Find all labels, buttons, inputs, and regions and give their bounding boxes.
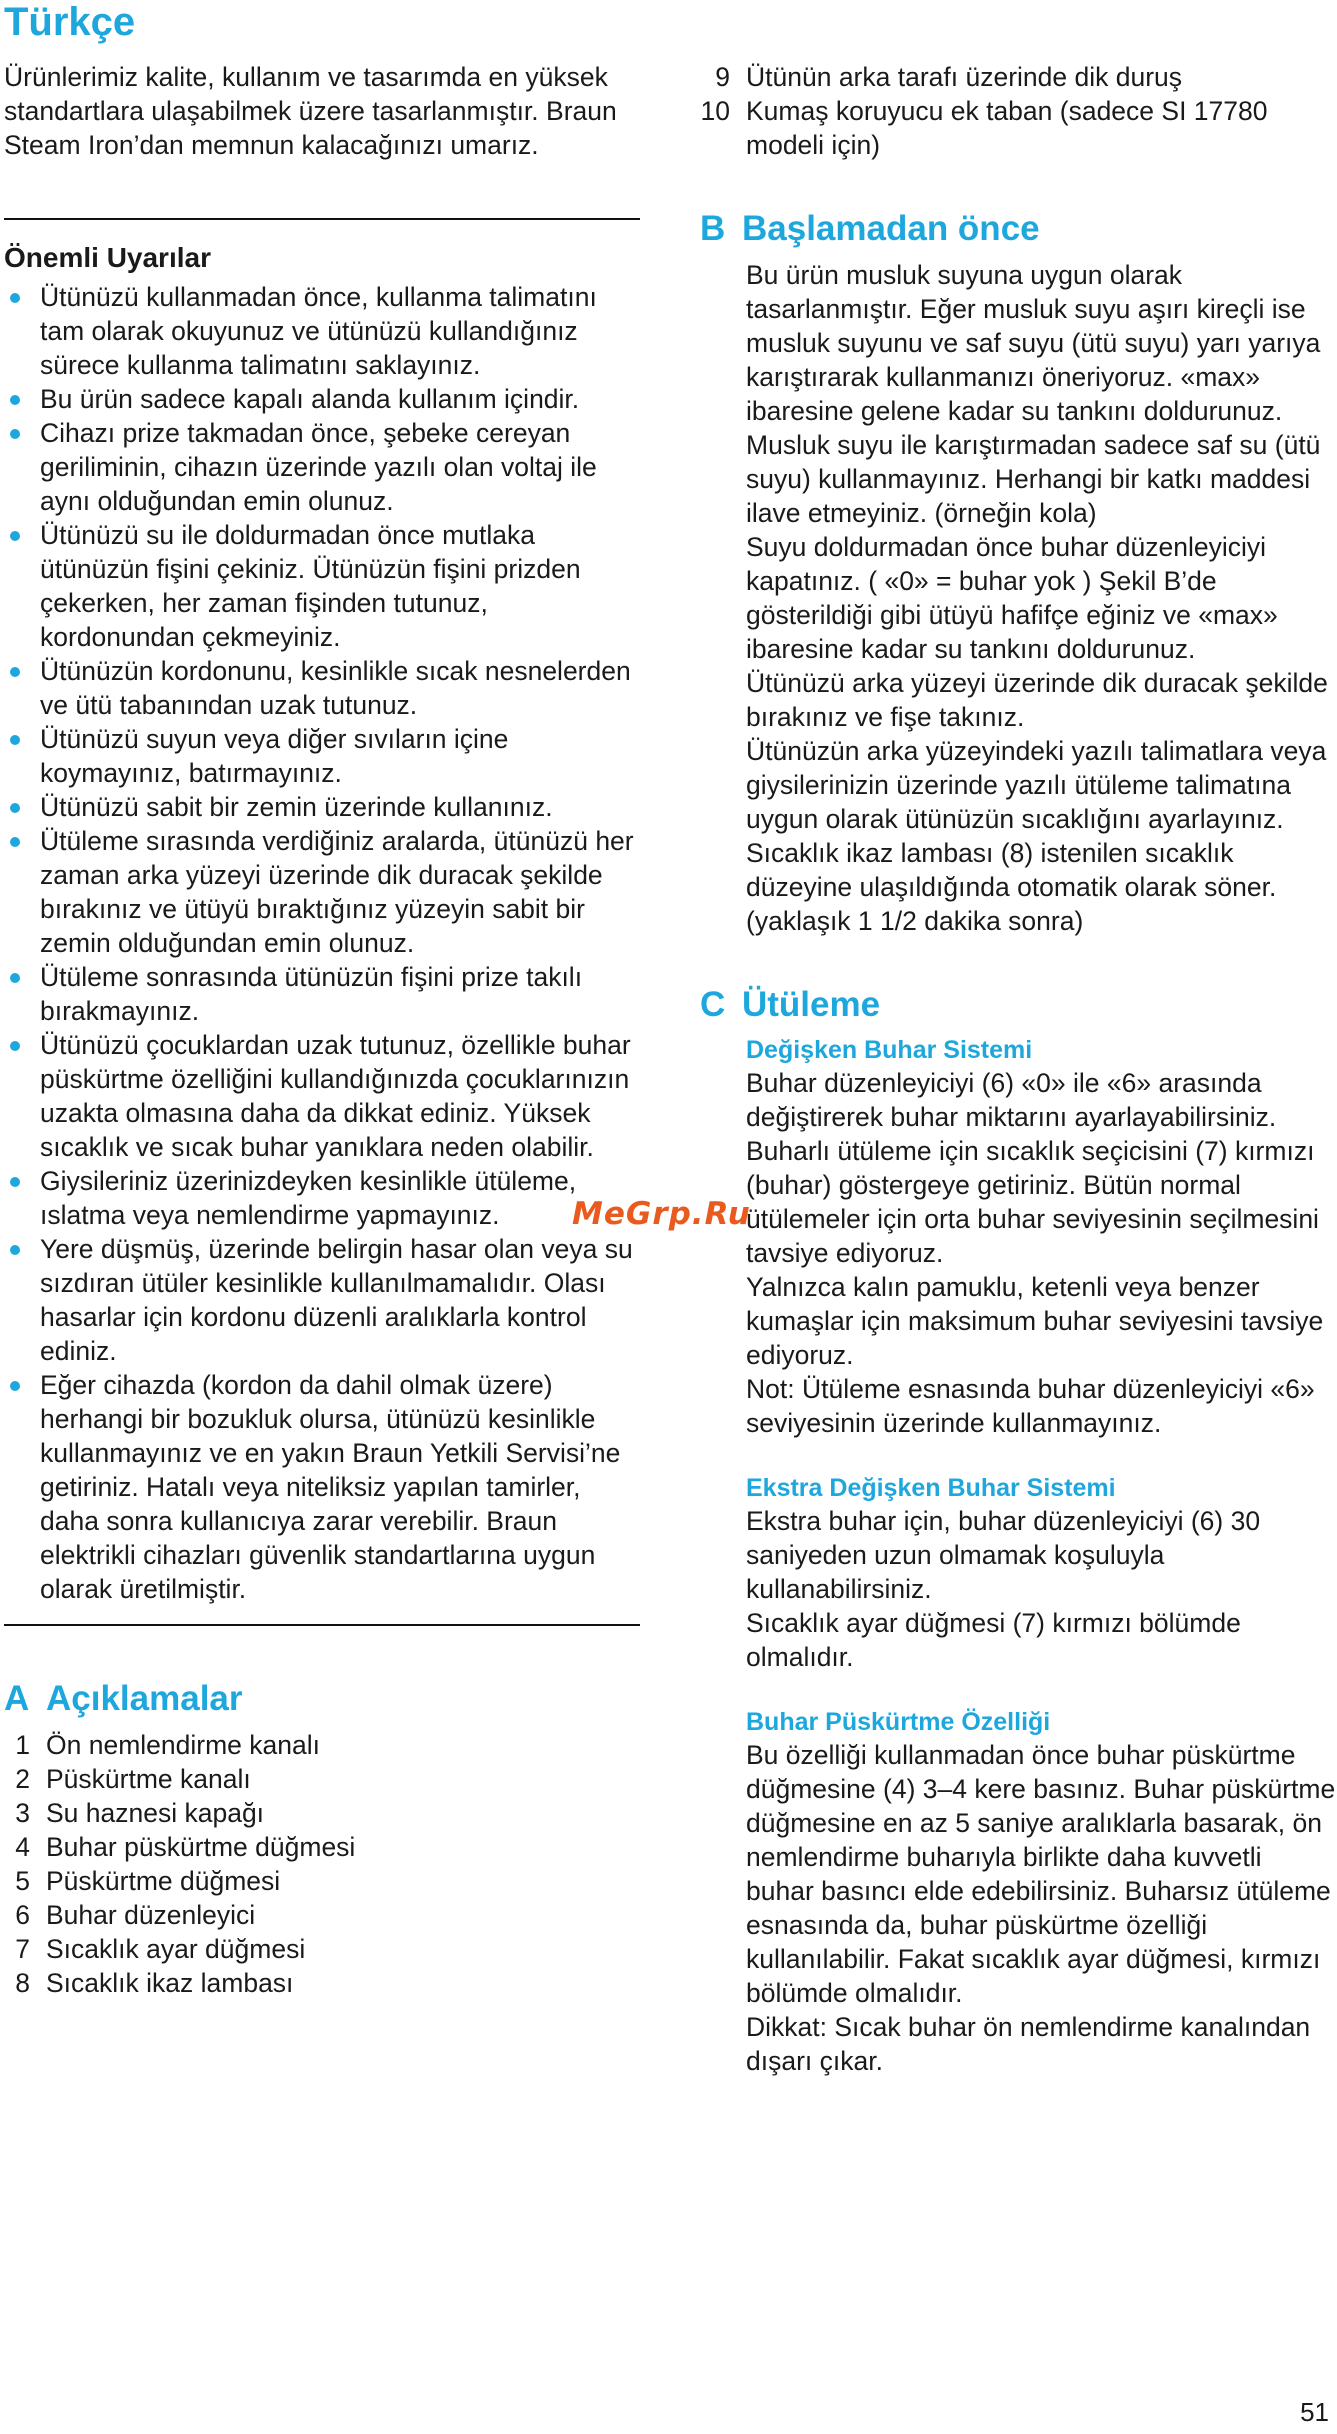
paragraph: Bu ürün musluk suyuna uygun olarak tasarlanmıştır. Eğer musluk suyu aşırı kireçli ise musluk suyunu ve saf suyu (ütü suyu) yarı yarıya karıştırarak kullanmanızı öneriyoruz. «max» ibaresine gelene kadar su tankını doldurunuz. Musluk suyu ile karıştırmadan sadece saf su (ütü suyu) kullanmayınız. Herhangi bir katkı maddesi ilave etmeyiniz. (örneğin kola) — [746, 260, 1321, 528]
list-item: 2 Püskürtme kanalı — [15, 1764, 251, 1794]
divider — [4, 1624, 640, 1626]
list-item: 8 Sıcaklık ikaz lambası — [15, 1968, 294, 1998]
paragraph: Sıcaklık ayar düğmesi (7) kırmızı bölümde olmalıdır. — [746, 1608, 1241, 1672]
parts-list-continued — [700, 60, 1336, 162]
subheading-extra-steam: Ekstra Değişken Buhar Sistemi — [746, 1474, 1116, 1502]
bullet-icon — [10, 837, 20, 847]
list-item: 9 Ütünün arka tarafı üzerinde dik duruş — [715, 62, 1183, 92]
warning-item: Ütünüzü su ile doldurmadan önce mutlaka ütünüzün fişini çekiniz. Ütünüzün fişini prizden çekerken, her zaman fişinden tutunuz, kordonundan çekmeyiniz. — [4, 518, 644, 654]
paragraph: Dikkat: Sıcak buhar ön nemlendirme kanalından dışarı çıkar. — [746, 2012, 1311, 2076]
list-item: 4 Buhar püskürtme düğmesi — [15, 1832, 356, 1862]
paragraph: Ekstra buhar için, buhar düzenleyiciyi (6) 30 saniyeden uzun olmamak koşuluyla kullanabilirsiniz. — [746, 1506, 1261, 1604]
section-c-heading: C Ütüleme — [700, 985, 881, 1024]
warnings-list — [4, 280, 644, 1606]
bullet-icon — [10, 1177, 20, 1187]
paragraph: Ütünüzün arka yüzeyindeki yazılı talimatlara veya giysilerinizin üzerinde yazılı ütüleme talimatına uygun olarak ütünüzün sıcaklığını ayarlayınız. — [746, 736, 1327, 834]
warning-item: Ütünüzü kullanmadan önce, kullanma talimatını tam olarak okuyunuz ve ütünüzü kullandığınız sürece kullanma talimatını saklayınız. — [4, 280, 644, 382]
warning-item: Ütüleme sırasında verdiğiniz aralarda, ütünüzü her zaman arka yüzeyi üzerinde dik duracak şekilde bırakınız ve ütüyü bıraktığınız yüzeyin sabit bir zemin olduğundan emin olunuz. — [4, 824, 644, 960]
warning-item: Ütünüzü çocuklardan uzak tutunuz, özellikle buhar püskürtme özelliğini kullandığınızda çocuklarınızın uzakta olmasına daha da dikkat ediniz. Yüksek sıcaklık ve sıcak buhar yanıklara neden olabilir. — [4, 1028, 644, 1164]
left-column — [4, 60, 644, 2000]
bullet-icon — [10, 429, 20, 439]
warning-item: Giysileriniz üzerinizdeyken kesinlikle ütüleme, ıslatma veya nemlendirme yapmayınız. — [4, 1164, 644, 1232]
bullet-icon — [10, 735, 20, 745]
warning-item: Cihazı prize takmadan önce, şebeke cereyan geriliminin, cihazın üzerinde yazılı olan voltaj ile aynı olduğundan emin olunuz. — [4, 416, 644, 518]
page-number: 51 — [1300, 2397, 1329, 2427]
paragraph: Buhar düzenleyiciyi (6) «0» ile «6» arasında değiştirerek buhar miktarını ayarlayabilirsiniz. Buharlı ütüleme için sıcaklık seçicisini (7) kırmızı (buhar) göstergeye getiriniz. Bütün normal ütülemeler için orta buhar seviyesinin seçilmesini tavsiye ediyoruz. — [746, 1068, 1319, 1268]
warning-item: Eğer cihazda (kordon da dahil olmak üzere) herhangi bir bozukluk olursa, ütünüzü kesinlikle kullanmayınız ve en yakın Braun Yetkili Servisi’ne getiriniz. Hatalı veya niteliksiz yapılan tamirler, daha sonra kullanıcıya zarar verebilir. Braun elektrikli cihazları güvenlik standartlarına uygun olarak üretilmiştir. — [4, 1368, 644, 1606]
warning-item: Ütüleme sonrasında ütünüzün fişini prize takılı bırakmayınız. — [4, 960, 644, 1028]
warnings-heading: Önemli Uyarılar — [4, 242, 211, 273]
section-b-heading: B Başlamadan önce — [700, 209, 1040, 248]
warning-item: Ütünüzü sabit bir zemin üzerinde kullanınız. — [4, 790, 644, 824]
list-item: 5 Püskürtme düğmesi — [15, 1866, 281, 1896]
list-item: 7 Sıcaklık ayar düğmesi — [15, 1934, 306, 1964]
page-title: Türkçe — [4, 0, 136, 44]
bullet-icon — [10, 531, 20, 541]
warning-item: Yere düşmüş, üzerinde belirgin hasar olan veya su sızdıran ütüler kesinlikle kullanılmamalıdır. Olası hasarlar için kordonu düzenli aralıklarla kontrol ediniz. — [4, 1232, 644, 1368]
bullet-icon — [10, 1245, 20, 1255]
right-column — [700, 60, 1336, 2078]
bullet-icon — [10, 1041, 20, 1051]
bullet-icon — [10, 667, 20, 677]
warning-item: Ütünüzü suyun veya diğer sıvıların içine koymayınız, batırmayınız. — [4, 722, 644, 790]
list-item: 6 Buhar düzenleyici — [15, 1900, 256, 1930]
bullet-icon — [10, 293, 20, 303]
list-item: 1 Ön nemlendirme kanalı — [15, 1730, 320, 1760]
section-a-heading: A Açıklamalar — [4, 1679, 243, 1718]
subheading-variable-steam: Değişken Buhar Sistemi — [746, 1036, 1033, 1064]
list-item: 3 Su haznesi kapağı — [15, 1798, 265, 1828]
bullet-icon — [10, 973, 20, 983]
divider — [4, 218, 640, 220]
list-item: 10 Kumaş koruyucu ek taban (sadece SI 17780 modeli için) — [700, 96, 1268, 160]
intro-paragraph: Ürünlerimiz kalite, kullanım ve tasarımda en yüksek standartlara ulaşabilmek üzere tasarlanmıştır. Braun Steam Iron’dan memnun kalacağınızı umarız. — [4, 62, 617, 160]
paragraph: Suyu doldurmadan önce buhar düzenleyiciyi kapatınız. ( «0» = buhar yok ) Şekil B’de gösterildiği gibi ütüyü hafifçe eğiniz ve «max» ibaresine kadar su tankını doldurunuz. — [746, 532, 1278, 664]
section-b-body — [700, 258, 1336, 938]
bullet-icon — [10, 395, 20, 405]
bullet-icon — [10, 803, 20, 813]
paragraph: Bu özelliği kullanmadan önce buhar püskürtme düğmesine (4) 3–4 kere basınız. Buhar püskürtme düğmesine en az 5 saniye aralıklarla basarak, ön nemlendirme buharıyla birlikte daha kuvvetli buhar basıncı elde edebilirsiniz. Buharsız ütüleme esnasında da, buhar püskürtme özelliği kullanılabilir. Fakat sıcaklık ayar düğmesi, kırmızı bölümde olmalıdır. — [746, 1740, 1336, 2008]
paragraph: Sıcaklık ikaz lambası (8) istenilen sıcaklık düzeyine ulaşıldığında otomatik olarak söner. (yaklaşık 1 1/2 dakika sonra) — [746, 838, 1277, 936]
watermark: MeGrp.Ru — [572, 1196, 751, 1232]
paragraph: Not: Ütüleme esnasında buhar düzenleyiciyi «6» seviyesinin üzerinde kullanmayınız. — [746, 1374, 1315, 1438]
bullet-icon — [10, 1381, 20, 1391]
paragraph: Yalnızca kalın pamuklu, ketenli veya benzer kumaşlar için maksimum buhar seviyesini tavsiye ediyoruz. — [746, 1272, 1324, 1370]
paragraph: Ütünüzü arka yüzeyi üzerinde dik duracak şekilde bırakınız ve fişe takınız. — [746, 668, 1328, 732]
parts-list — [4, 1728, 644, 2000]
warning-item: Ütünüzün kordonunu, kesinlikle sıcak nesnelerden ve ütü tabanından uzak tutunuz. — [4, 654, 644, 722]
warning-item: Bu ürün sadece kapalı alanda kullanım içindir. — [4, 382, 644, 416]
subheading-steam-shot: Buhar Püskürtme Özelliği — [746, 1708, 1051, 1736]
section-c-body — [700, 1034, 1336, 2078]
